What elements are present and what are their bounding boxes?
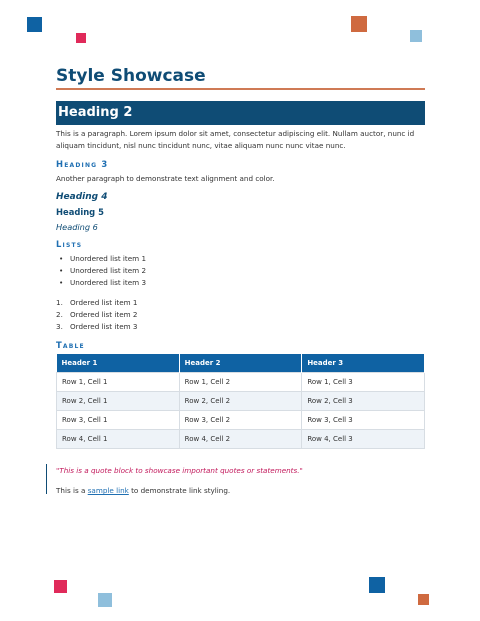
paragraph-1 (56, 128, 414, 152)
decor-square-pink-top (76, 33, 86, 43)
unordered-list-item: • Unordered list item 2 (59, 266, 147, 275)
decor-square-blue-bottom-right (369, 577, 385, 593)
unordered-list-item: • Unordered list item 1 (59, 254, 147, 263)
table-cell: Row 3, Cell 1 (57, 411, 180, 430)
table-cell: Row 1, Cell 2 (179, 373, 302, 392)
heading2-bar (56, 101, 425, 125)
table-header-cell: Header 2 (179, 354, 302, 373)
table-cell: Row 3, Cell 3 (302, 411, 425, 430)
heading4: Heading 4 (56, 192, 108, 202)
table-row (57, 430, 425, 449)
ordered-list-item: 2. Ordered list item 2 (56, 310, 138, 319)
table-cell: Row 4, Cell 3 (302, 430, 425, 449)
table-header-cell: Header 3 (302, 354, 425, 373)
table-cell: Row 2, Cell 2 (179, 392, 302, 411)
ordered-list-item: 1. Ordered list item 1 (56, 298, 138, 307)
decor-square-blue-top-left (27, 17, 42, 32)
table-cell: Row 3, Cell 2 (179, 411, 302, 430)
table-heading: Table (56, 340, 85, 350)
heading3: Heading 3 (56, 159, 109, 169)
title-underline (56, 88, 425, 90)
quote-border (46, 464, 47, 494)
heading5: Heading 5 (56, 207, 104, 217)
unordered-list (56, 253, 146, 289)
table-row (57, 411, 425, 430)
bullet-icon: • (59, 254, 64, 263)
table-row (57, 392, 425, 411)
ordered-list-item: 3. Ordered list item 3 (56, 322, 138, 331)
heading6: Heading 6 (56, 222, 98, 232)
table-header-row (57, 354, 425, 373)
table-cell: Row 1, Cell 3 (302, 373, 425, 392)
heading2-text: Heading 2 (58, 105, 133, 120)
lists-heading: Lists (56, 239, 83, 249)
paragraph-2: Another paragraph to demonstrate text alignment and color. (56, 174, 275, 183)
table-cell: Row 1, Cell 1 (57, 373, 180, 392)
bullet-icon: • (59, 278, 64, 287)
paragraph-1-line-1: This is a paragraph. Lorem ipsum dolor sit amet, consectetur adipiscing elit. Nullam auctor, nunc id (56, 129, 415, 138)
table-row (57, 373, 425, 392)
link-paragraph (56, 486, 230, 495)
table-cell: Row 2, Cell 1 (57, 392, 180, 411)
link-prefix: This is a (56, 486, 88, 495)
page-title: Style Showcase (56, 66, 206, 86)
sample-link[interactable]: sample link (87, 486, 129, 495)
ordered-list (56, 297, 137, 333)
decor-square-pink-bottom-left (54, 580, 67, 593)
paragraph-1-line-2: aliquam tincidunt, nisl nunc tincidunt nunc, vitae aliquam nunc nunc vitae nunc. (56, 141, 346, 150)
decor-square-lightblue-bottom-left (98, 593, 112, 607)
decor-square-orange-bottom-right (418, 594, 429, 605)
link-suffix: to demonstrate link styling. (128, 486, 231, 495)
data-table (56, 354, 425, 449)
unordered-list-item: • Unordered list item 3 (59, 278, 147, 287)
table-header-cell: Header 1 (57, 354, 180, 373)
table-cell: Row 4, Cell 1 (57, 430, 180, 449)
table-cell: Row 4, Cell 2 (179, 430, 302, 449)
decor-square-orange-top-right (351, 16, 367, 32)
decor-square-lightblue-top-right (410, 30, 422, 42)
bullet-icon: • (59, 266, 64, 275)
table-cell: Row 2, Cell 3 (302, 392, 425, 411)
quote-block: "This is a quote block to showcase important quotes or statements." (56, 466, 303, 475)
